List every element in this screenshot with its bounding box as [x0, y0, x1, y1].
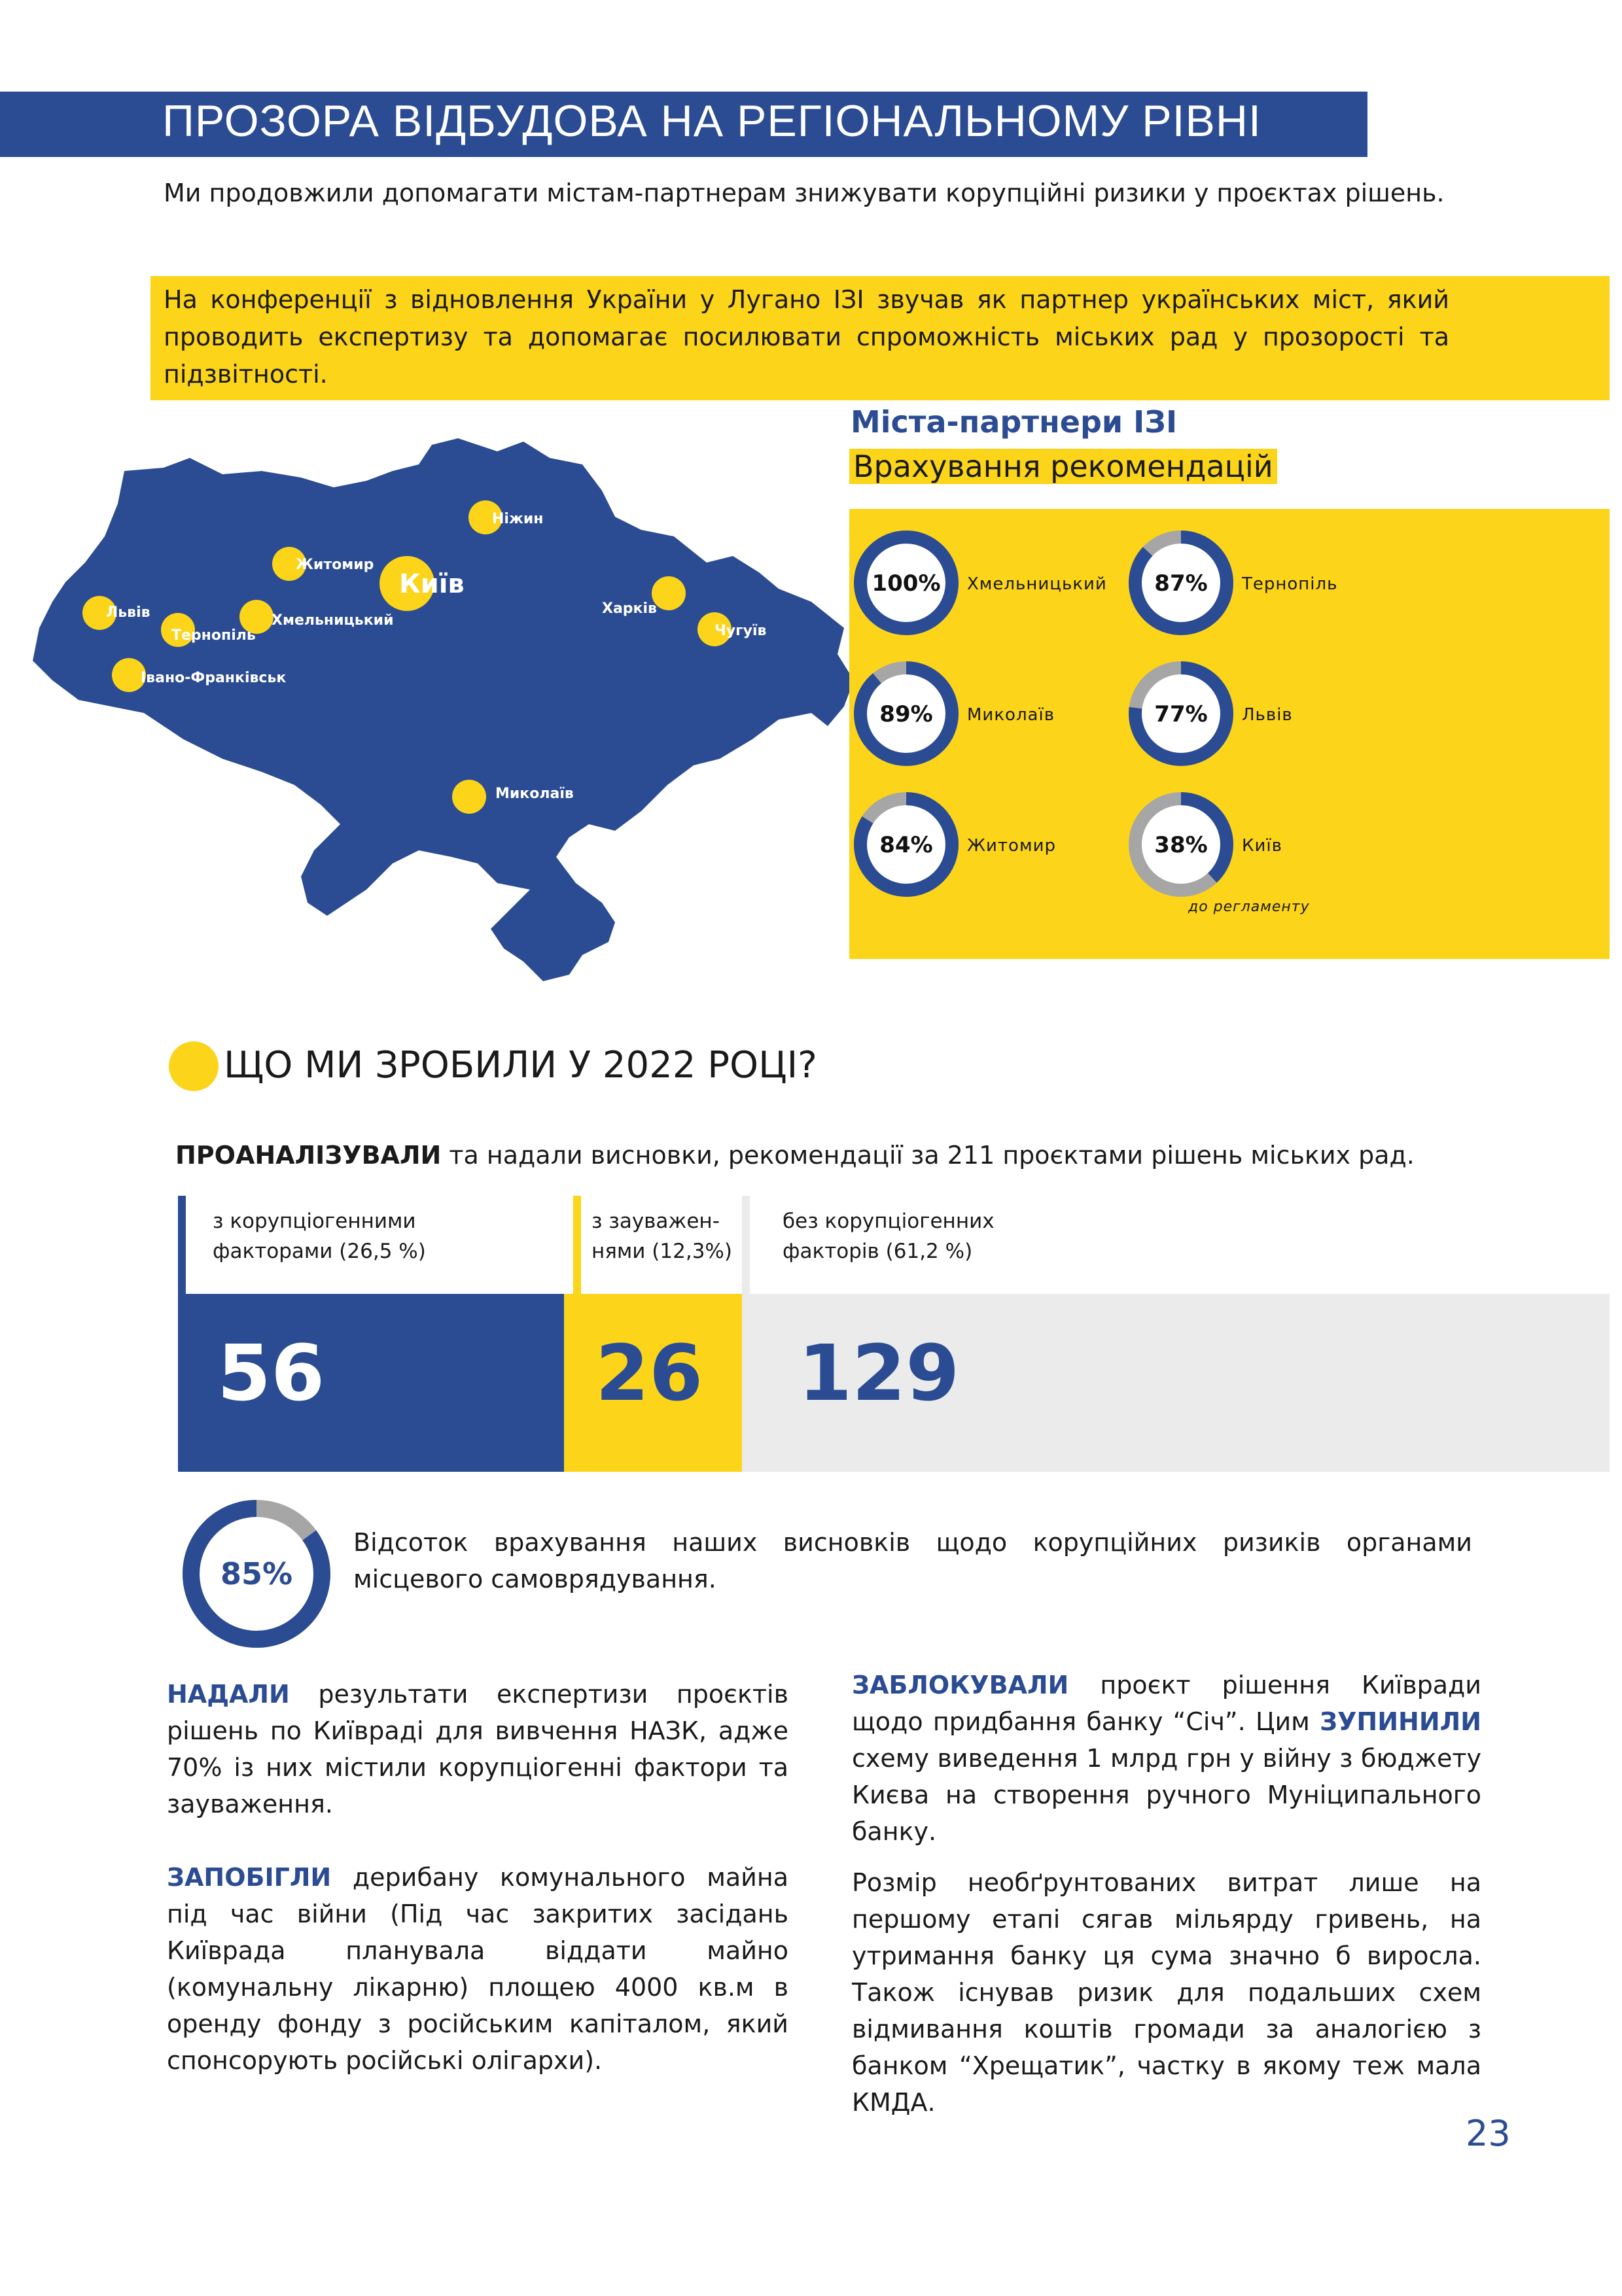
right-p1-bold: ЗАБЛОКУВАЛИ — [852, 1671, 1069, 1699]
segment-value: 129 — [798, 1328, 960, 1418]
analysed-text — [175, 1141, 1415, 1170]
svg-text:Тернопіль: Тернопіль — [171, 627, 256, 644]
ring-city-label: Тернопіль — [1242, 574, 1338, 594]
ring-city-label: Хмельницький — [967, 574, 1107, 594]
ring-city-label: Житомир — [967, 836, 1056, 856]
segment-label-line: нями (12,3%) — [591, 1240, 732, 1263]
section-bullet-icon — [169, 1041, 219, 1091]
ring-percent-label: 87% — [1154, 570, 1208, 597]
left-p2-bold: ЗАПОБІГЛИ — [167, 1863, 332, 1892]
segment-marker — [573, 1196, 581, 1294]
ukraine-map — [26, 432, 851, 988]
svg-text:Ніжин: Ніжин — [492, 511, 544, 527]
segment-label — [783, 1206, 995, 1266]
partner-ring — [851, 658, 962, 769]
ring-percent-label: 77% — [1154, 701, 1208, 727]
overall-percent-ring — [178, 1495, 335, 1652]
right-p1-bold2: ЗУПИНИЛИ — [1320, 1707, 1481, 1736]
left-paragraph-1 — [167, 1676, 788, 1822]
segment-marker — [742, 1196, 750, 1294]
left-p1-bold: НАДАЛИ — [167, 1680, 290, 1709]
regulation-note: до регламенту — [1188, 899, 1310, 915]
svg-text:Львів: Львів — [106, 604, 150, 621]
right-p1-text2: схему виведення 1 млрд грн у війну з бюджету Києва на створення ручного Муніципального банку. — [852, 1744, 1481, 1846]
ring-percent-label: 100% — [872, 570, 941, 597]
partners-subtitle: Врахування рекомендацій — [849, 449, 1277, 484]
segment-label-line: факторів (61,2 %) — [783, 1240, 973, 1263]
svg-text:Хмельницький: Хмельницький — [272, 612, 394, 629]
segment-label — [591, 1206, 732, 1266]
ring-percent-label: 89% — [879, 701, 933, 727]
segment-label-line: без корупціогенних — [783, 1209, 995, 1233]
right-paragraph-1 — [852, 1667, 1481, 1850]
svg-text:Житомир: Житомир — [296, 557, 374, 573]
ring-city-label: Київ — [1242, 836, 1282, 856]
recommendations-box — [849, 509, 1610, 959]
partner-ring — [1125, 789, 1237, 900]
ring-percent-label: 38% — [1154, 832, 1208, 858]
ring-percent-label: 85% — [220, 1556, 293, 1592]
left-p1-text: результати експертизи проєктів рішень по Київраді для вивчення НАЗК, адже 70% із них містили корупціогенні фактори та зауваження. — [167, 1680, 788, 1818]
page-number: 23 — [1466, 2113, 1511, 2154]
page-title: ПРОЗОРА ВІДБУДОВА НА РЕГІОНАЛЬНОМУ РІВНІ — [162, 96, 1261, 146]
svg-text:Миколаїв: Миколаїв — [495, 786, 574, 802]
section-title: ЩО МИ ЗРОБИЛИ У 2022 РОЦІ? — [224, 1044, 817, 1087]
partner-ring — [1125, 658, 1237, 769]
segment-label — [213, 1206, 426, 1266]
svg-text:Харків: Харків — [602, 600, 657, 617]
partner-ring — [851, 789, 962, 900]
svg-text:Київ: Київ — [399, 569, 465, 599]
svg-text:Івано-Франківськ: Івано-Франківськ — [141, 670, 287, 686]
ring-city-label: Львів — [1242, 705, 1293, 725]
left-p2-text: дерибану комунального майна під час війни (Під час закритих засідань Київрада планувала віддати майно (комунальну лікарню) площею 4000 кв.м в оренду фонду з російським капіталом, який спонсорують російські олігархи). — [167, 1863, 788, 2075]
right-p1-text: проєкт рішення Київради щодо придбання банку “Січ”. Цим — [852, 1671, 1481, 1736]
right-paragraph-2: Розмір необґрунтованих витрат лише на першому етапі сягав мільярду гривень, на утримання банку ця сума значно б виросла. Також існував ризик для подальших схем відмивання коштів громади за аналогією з банком “Хрещатик”, частку в якому теж мала КМДА. — [852, 1868, 1481, 2117]
analysed-rest: та надали висновки, рекомендації за 211 проєктами рішень міських рад. — [441, 1141, 1415, 1170]
svg-text:Чугуїв: Чугуїв — [714, 623, 767, 639]
intro-text: Ми продовжили допомагати містам-партнерам знижувати корупційні ризики у проєктах рішень. — [164, 179, 1445, 207]
right-column — [852, 1667, 1481, 2121]
ukraine-outline — [33, 438, 851, 981]
partners-title: Міста-партнери ІЗІ — [851, 404, 1178, 440]
left-column — [167, 1676, 788, 2079]
segment-label-line: факторами (26,5 %) — [213, 1240, 426, 1263]
segment-value: 26 — [595, 1328, 703, 1418]
analysed-bold: ПРОАНАЛІЗУВАЛИ — [175, 1141, 442, 1170]
ring-city-label: Миколаїв — [967, 705, 1055, 725]
overall-percent-text: Відсоток врахування наших висновків щодо корупційних ризиків органами місцевого самоврядування. — [353, 1528, 1472, 1593]
left-paragraph-2 — [167, 1859, 788, 2079]
segment-value: 56 — [217, 1328, 325, 1418]
partner-ring — [851, 527, 962, 638]
partner-ring — [1125, 527, 1237, 638]
segment-label-line: з корупціогенними — [213, 1209, 416, 1233]
segment-label-line: з зауважен- — [591, 1209, 720, 1233]
segment-marker — [178, 1196, 186, 1294]
ring-percent-label: 84% — [879, 832, 933, 858]
highlight-text: На конференції з відновлення України у Лугано ІЗІ звучав як партнер українських міст, який проводить експертизу та допомагає посилювати спроможність міських рад у прозорості та підзвітності. — [164, 285, 1449, 389]
